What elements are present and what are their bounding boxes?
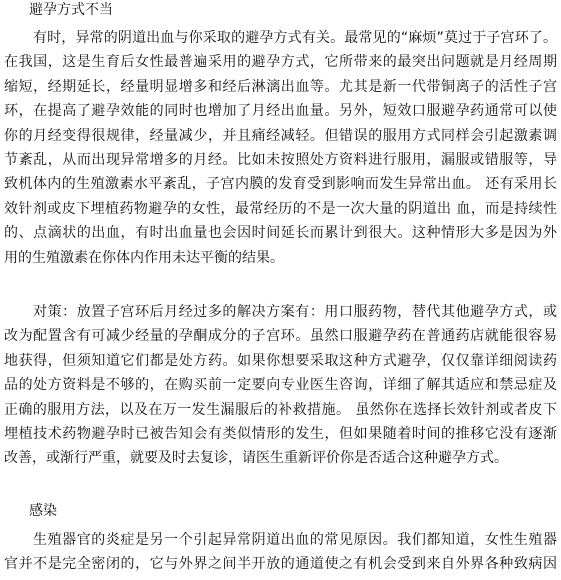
paragraph-contraception — [4, 26, 557, 270]
paragraph-infection — [4, 528, 557, 577]
text-line: 致机体内的生殖激素水平紊乱，子宫内膜的发育受到影响而发生异常出血。 还有采用长 — [4, 176, 557, 193]
section-heading-contraception: 避孕方式不当 — [29, 2, 113, 18]
text-line: 用的生殖激素在你体内作用未达平衡的结果。 — [4, 249, 284, 266]
text-line: 节紊乱，从而出现异常增多的月经。比如未按照处方资料进行服用，漏服或错服等，导 — [4, 151, 557, 168]
text-line: 环，在提高了避孕效能的同时也增加了月经出血量。另外，短效口服避孕药通常可以使 — [4, 103, 557, 120]
section-heading-infection: 感染 — [29, 503, 57, 519]
text-line: 缩短，经期延长，经量明显增多和经后淋漓出血等。尤其是新一代带铜离子的活性子宫 — [4, 78, 557, 95]
paragraph-countermeasures — [4, 300, 557, 471]
text-line: 在我国，这是生育后女性最普遍采用的避孕方式，它所带来的最突出问题就是月经周期 — [4, 54, 557, 71]
text-line: 品的处方资料是不够的，在购买前一定要向专业医生咨询，详细了解其适应和禁忌症及 — [4, 377, 557, 394]
text-line: 对策：放置子宫环后月经过多的解决方案有：用口服药物，替代其他避孕方式，或 — [33, 304, 557, 320]
text-line: 有时，异常的阴道出血与你采取的避孕方式有关。最常见的“麻烦”莫过于子宫环了。 — [33, 30, 557, 46]
text-line: 地获得，但须知道它们都是处方药。如果你想要采取这种方式避孕，仅仅靠详细阅读药 — [4, 352, 557, 369]
text-line: 正确的服用方法，以及在万一发生漏服后的补救措施。 虽然你在选择长效针剂或者皮下 — [4, 401, 557, 418]
text-line: 埋植技术药物避孕时已被告知会有类似情形的发生，但如果随着时间的推移它没有逐渐 — [4, 425, 557, 442]
text-line: 官并不是完全密闭的，它与外界之间半开放的通道使之有机会受到来自外界各种致病因 — [4, 556, 557, 573]
text-line: 生殖器官的炎症是另一个引起异常阴道出血的常见原因。我们都知道，女性生殖器 — [33, 532, 557, 548]
text-line: 的、点滴状的出血，有时出血量也会因时间延长而累计到很大。这种情形大多是因为外 — [4, 225, 557, 242]
text-line: 效针剂或皮下埋植药物避孕的女性，最常经历的不是一次大量的阴道出 血，而是持续性 — [4, 200, 557, 217]
text-line: 你的月经变得很规律，经量减少，并且痛经减轻。但错误的服用方式同样会引起激素调 — [4, 127, 557, 144]
text-line: 改善，或渐行严重，就要及时去复诊，请医生重新评价你是否适合这种避孕方式。 — [4, 450, 508, 467]
text-line: 改为配置含有可减少经量的孕酮成分的子宫环。虽然口服避孕药在普通药店就能很容易 — [4, 328, 557, 345]
